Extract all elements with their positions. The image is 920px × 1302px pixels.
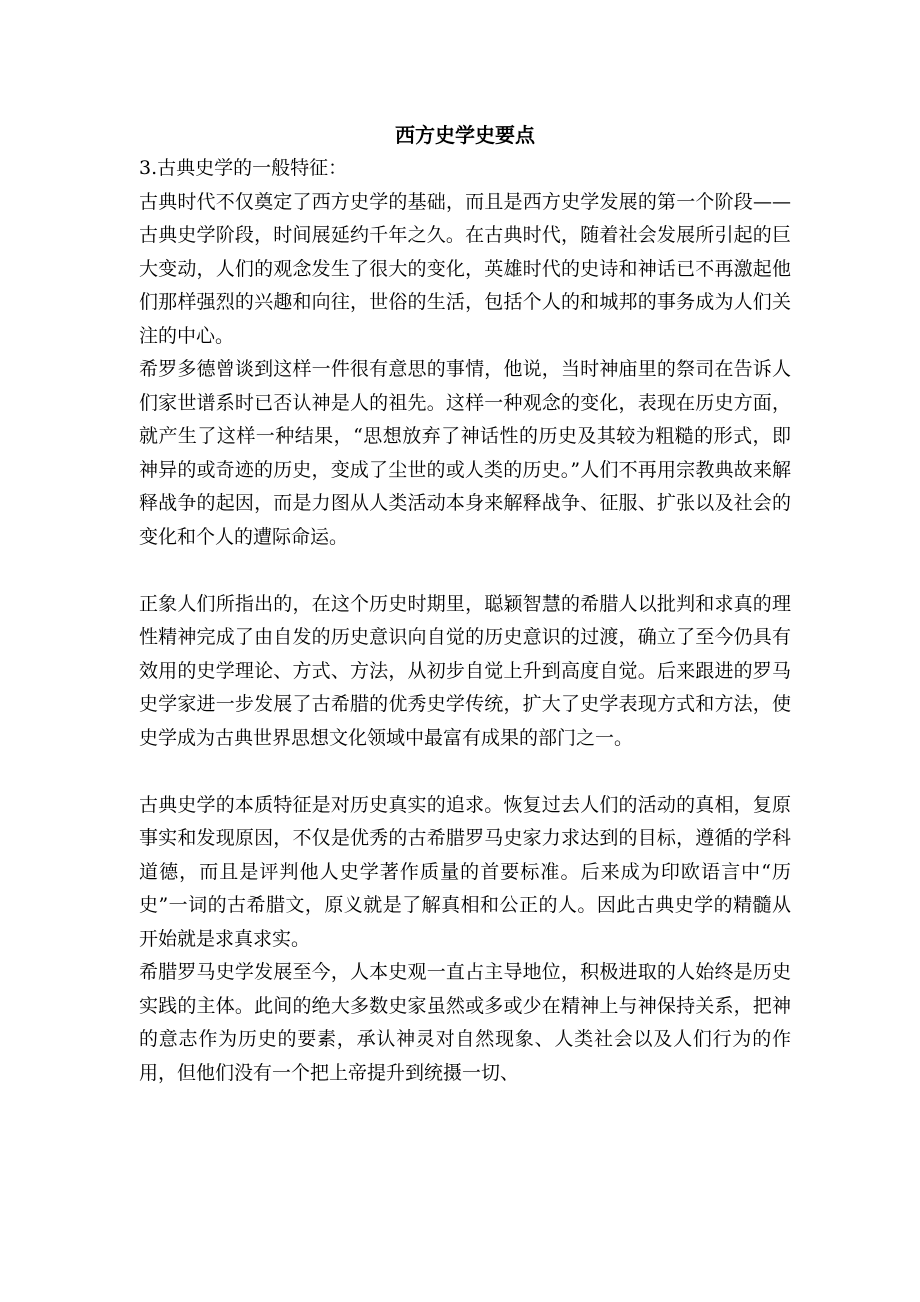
section-heading: 3.古典史学的一般特征： xyxy=(139,157,348,179)
paragraph: 希腊罗马史学发展至今，人本史观一直占主导地位，积极进取的人始终是历史实践的主体。此间的绝大多数史家虽然或多或少在精神上与神保持关系，把神的意志作为历史的要素，承认神灵对自然现象、人类社会以及人们行为的作用，但他们没有一个把上帝提升到统摄一切、 xyxy=(139,961,791,1084)
paragraph: 正象人们所指出的，在这个历史时期里，聪颖智慧的希腊人以批判和求真的理性精神完成了由自发的历史意识向自觉的历史意识的过渡，确立了至今仍具有效用的史学理论、方式、方法，从初步自觉上升到高度自觉。后来跟进的罗马史学家进一步发展了古希腊的优秀史学传统，扩大了史学表现方式和方法，使史学成为古典世界思想文化领域中最富有成果的部门之一。 xyxy=(139,592,791,749)
paragraph-spacer xyxy=(139,755,791,789)
paragraph: 希罗多德曾谈到这样一件很有意思的事情，他说，当时神庙里的祭司在告诉人们家世谱系时已否认神是人的祖先。这样一种观念的变化，表现在历史方面，就产生了这样一种结果，“思想放弃了神话性的历史及其较为粗糙的形式，即神异的或奇迹的历史，变成了尘世的或人类的历史。”人们不再用宗教典故来解释战争的起因，而是力图从人类活动本身来解释战争、征服、扩张以及社会的变化和个人的遭际命运。 xyxy=(139,358,791,548)
paragraph: 古典时代不仅奠定了西方史学的基础，而且是西方史学发展的第一个阶段——古典史学阶段，时间展延约千年之久。在古典时代，随着社会发展所引起的巨大变动，人们的观念发生了很大的变化，英雄时代的史诗和神话已不再激起他们那样强烈的兴趣和向往，世俗的生活，包括个人的和城邦的事务成为人们关注的中心。 xyxy=(139,190,791,347)
paragraph-spacer xyxy=(139,554,791,588)
paragraph: 古典史学的本质特征是对历史真实的追求。恢复过去人们的活动的真相，复原事实和发现原因，不仅是优秀的古希腊罗马史家力求达到的目标，遵循的学科道德，而且是评判他人史学著作质量的首要标准。后来成为印欧语言中“历史”一词的古希腊文，原义就是了解真相和公正的人。因此古典史学的精髓从开始就是求真求实。 xyxy=(139,793,791,950)
document-body xyxy=(139,118,791,1090)
document-title: 西方史学史要点 xyxy=(395,123,535,147)
